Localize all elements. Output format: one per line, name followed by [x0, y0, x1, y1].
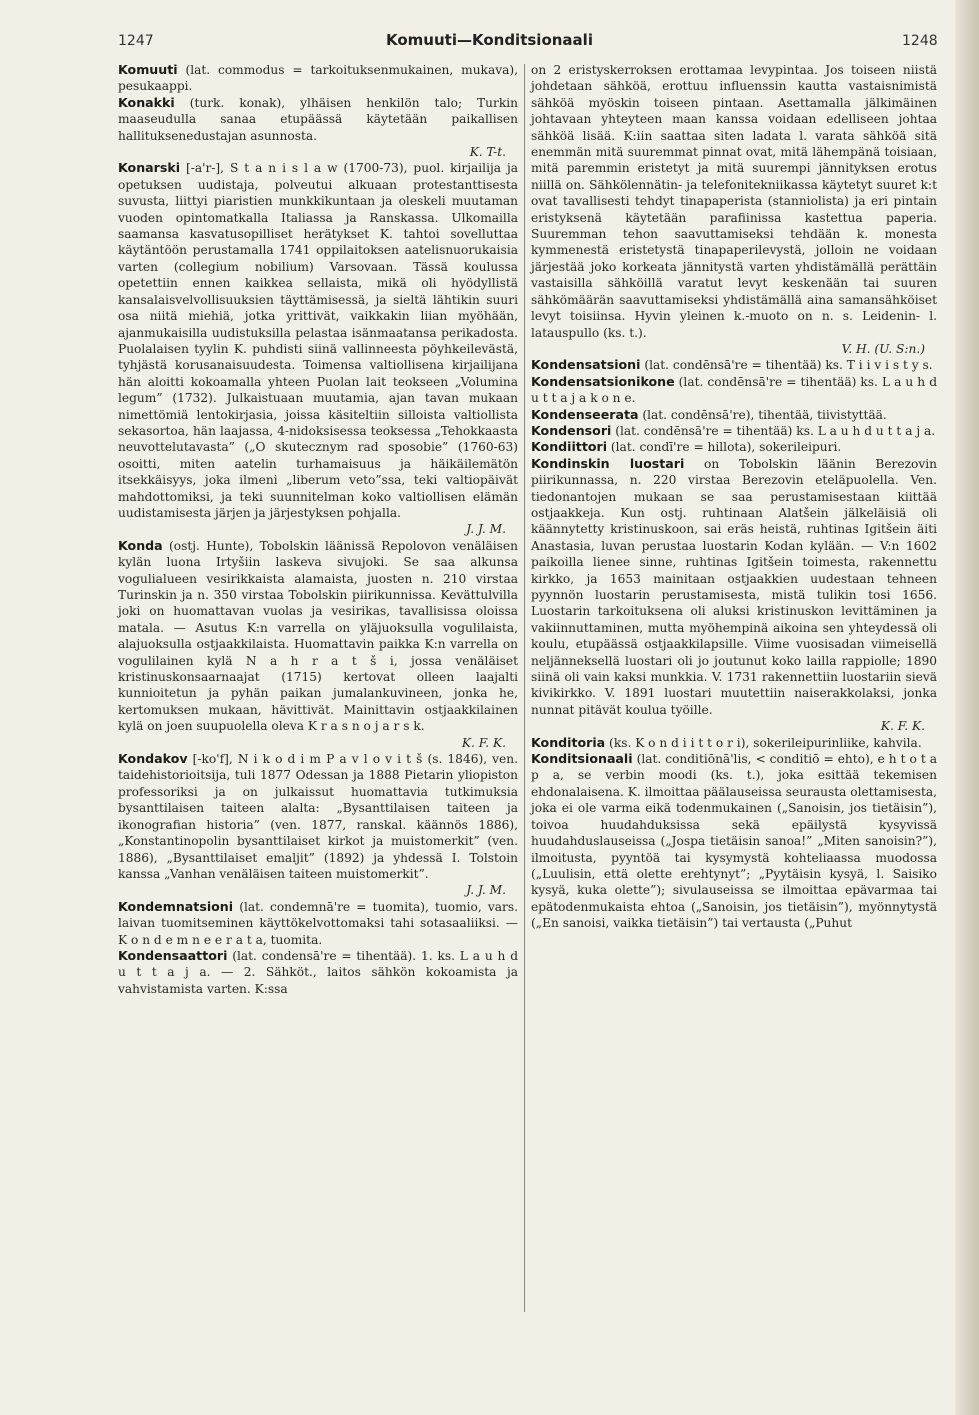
entry-headword: Kondiittori: [531, 439, 608, 455]
entry-text: (lat. condēnsā're = tihentää) ks. T i i v i s t y s.: [640, 358, 933, 373]
entry-text: (lat. condensā're = tihentää). 1. ks. L a u h d u t t a j a. — 2. Sähköt., laitos sähkön kokoamista ja vahvistamista varten. K:ssa: [118, 948, 518, 996]
entry-text: on 2 eristyskerroksen erottamaa levypintaa. Jos toiseen niistä johdetaan sähköä, erottuu influenssin kautta vastaisnimistä sähköä myöskin toiseen pintaan. Asettamalla jälkimäinen johtavaan yhteyteen maan kanssa voidaan edelliseen johtaa sähköä lisää. K:iin saattaa siten ladata l. varata sähköä sitä enemmän mitä suuremmat pinnat ovat, mitä lähempänä toisiaan, mitä paremmin eristetyt ja mitä suurempi jännityksen erotus niillä on. Sähkölennätin- ja telefonitekniikassa käytetyt suuret k:t ovat tavallisesti tehdyt tinapaperista (stanniolista) ja eri pintain eristyksenä käytetään parafiinissa kastettua paperia. Suuremman tehon saavuttamiseksi tehdään k. monesta kymmenestä eristetystä tinapaperilevystä, jolloin ne voidaan järjestää joko korkeata jännitystä varten yhdistämällä perättäin vastaisilla sähköillä varatut levyt keskenään tai suuren sähkömäärän saavuttamiseksi yhdistämällä aina samansähköiset levyt toisiinsa. Hyvin yleinen k.-muoto on n. s. Leidenin- l. latauspullo (ks. t.).: [531, 63, 937, 340]
dictionary-entry: [531, 357, 937, 373]
page-number-right: 1248: [902, 33, 938, 49]
entry-text: (lat. condī're = hillota), sokerileipuri.: [607, 440, 842, 455]
entry-headword: Kondensatsioni: [531, 357, 641, 373]
entry-text: [-ko'f], N i k o d i m P a v l o v i t š (s. 1846), ven. taidehistorioitsija, tuli 1877 Odessan ja 1888 Pietarin yliopiston professoriksi ja on julkaissut huomattavia tutkimuksia bysanttilaisen taiteen alalta: „Bysanttilaisen taiteen ja ikonografian historia” (ven. 1877, ranskal. käännös 1886), „Konstantinopolin bysanttilaiset kirkot ja muistomerkit” (ven. 1886), „Bysanttilaiset emaljit” (1892) ja yhdessä I. Tolstoin kanssa „Vanhan venäläisen taiteen muistomerkit”.: [118, 752, 518, 881]
entry-signature: V. H. (U. S:n.): [841, 341, 925, 356]
entry-signature: K. T-t.: [469, 145, 506, 160]
left-column: [118, 62, 518, 997]
running-head: Komuuti—Konditsionaali: [386, 31, 593, 49]
entry-signature: J. J. M.: [466, 883, 506, 898]
entry-signature: J. J. M.: [466, 522, 506, 537]
dictionary-entry: [118, 95, 518, 161]
dictionary-entry: [118, 160, 518, 537]
entry-headword: Konakki: [118, 94, 175, 110]
entry-text: (lat. commodus = tarkoituksenmukainen, mukava), pesukaappi.: [118, 63, 518, 94]
entry-signature: K. F. K.: [880, 719, 925, 734]
entry-text: (lat. condēnsā're), tihentää, tiivistyttää.: [638, 407, 887, 422]
entry-text: [-a'r-], S t a n i s l a w (1700-73), puol. kirjailija ja opetuksen uudistaja, polveutui alkuaan protestanttisesta suvusta, liittyi piaristien munkkikuntaan ja oleskeli muutaman vuoden opintomatkalla Italiassa ja Ranskassa. Ulkomailla saamansa kasvatusopilliset herätykset K. tahtoi sovelluttaa käytäntöön perustamalla 1741 oppilaitoksen aatelisnuorukaisia varten (collegium nobilium) Varsovaan. Tässä koulussa opetettiin ennen kaikkea sellaista, mikä oli hyödyllistä kansalaisvelvollisuuksien täyttämisessä, ja sieltä lähtikin suuri osa niitä miehiä, jotka yrittivät, vaikkakin liian myöhään, ajanmukaisilla uudistuksilla pelastaa isänmaatansa perikadosta. Puolalaisen tyylin K. puhdisti siinä vallinneesta pöyhkeilevästä, tyhjästä korusanaisuudesta. Toimensa valtiollisena kirjailijana hän aloitti kokoamalla yhteen Puolan lait teokseen „Volumina legum” (1732). Julkaistuaan muutamia, ajan tavan mukaan nimettömiä lentokirjasia, joissa käsiteltiin silloista valtiollista sekasortoa, hän laajassa, 4-nidoksisessa teoksessa „Tehokkaasta neuvottelutavasta” („O skutecznym rad sposobie” (1760-63) osoitti, miten aatelin turhamaisuus ja häikäilemätön itsekkäisyys, joka ilmeni „liberum veto”ssa, teki valtiopäivät mahdottomiksi, ja teki suunnitelman koko valtiollisen elämän uudistamisesta järjen ja järjestyksen pohjalla.: [118, 161, 518, 520]
dictionary-entry: [531, 407, 937, 423]
dictionary-entry: [531, 456, 937, 735]
entry-text: (ostj. Hunte), Tobolskin läänissä Repolovon venäläisen kylän luona Irtyšiin laskeva sivujoki. Se saa alkunsa vogulialueen vesirikkaista alamaista, juosten n. 210 virstaa Turinskin ja n. 350 virstaa Tobolskin piirikunnissa. Kevättulvilla joki on huomattavan vuolas ja vesirikas, tavallisissa oloissa matala. — Asutus K:n varrella on yläjuoksulla vogulilaista, alajuoksulla ostjaakkilaista. Huomattavin paikka K:n varrella on vogulilainen kylä N a h r a t š i, jossa venäläiset kristinuskonsaarnaajat (1715) kertovat olleen laajalti kunnioitetun ja pyhän paikan jumalankuvineen, jonka he, kertomuksen mukaan, hävittivät. Mainittavin ostjaakkilainen kylä on joen suupuolella oleva K r a s n o j a r s k.: [118, 538, 518, 734]
page-edge-shadow: [955, 0, 979, 1415]
dictionary-entry: [531, 439, 937, 455]
entry-signature: K. F. K.: [461, 735, 506, 750]
entry-headword: Kondemnatsioni: [118, 898, 234, 914]
dictionary-entry: [118, 751, 518, 899]
entry-headword: Konda: [118, 537, 163, 553]
entry-text: (turk. konak), ylhäisen henkilön talo; Turkin maaseudulla sanaa etupäässä käytetään paikallisen hallituksenedustajan asunnosta.: [118, 95, 518, 143]
column-divider: [524, 64, 525, 1312]
dictionary-entry: [531, 735, 937, 751]
entry-headword: Kondensaattori: [118, 947, 228, 963]
entry-headword: Kondensatsionikone: [531, 373, 675, 389]
entry-headword: Kondensori: [531, 422, 612, 438]
dictionary-entry: [531, 374, 937, 407]
dictionary-entry: [531, 423, 937, 439]
entry-text: (ks. K o n d i i t t o r i), sokerileipurinliike, kahvila.: [605, 735, 922, 750]
entry-headword: Kondinskin luostari: [531, 455, 685, 471]
dictionary-entry: [118, 948, 518, 997]
entry-headword: Kondenseerata: [531, 406, 639, 422]
entry-text: (lat. condēnsā're = tihentää) ks. L a u h d u t t a j a k o n e.: [531, 374, 937, 406]
entry-headword: Konarski: [118, 160, 181, 176]
entry-headword: Konditoria: [531, 734, 606, 750]
dictionary-entry: [118, 62, 518, 95]
page-number-left: 1247: [118, 33, 154, 49]
entry-text: (lat. condemnā're = tuomita), tuomio, vars. laivan tuomitseminen käyttökelvottomaksi tahi sotasaaliiksi. — K o n d e m n e e r a t a, tuomita.: [118, 899, 518, 947]
dictionary-entry: [531, 62, 937, 357]
dictionary-entry: [531, 751, 937, 931]
entry-text: (lat. condēnsā're = tihentää) ks. L a u h d u t t a j a.: [611, 423, 936, 438]
entry-headword: Kondakov: [118, 751, 188, 767]
right-column: [531, 62, 937, 932]
entry-text: (lat. conditiōnā'lis, < conditiō = ehto), e h t o t a p a, se verbin moodi (ks. t.), joka esittää tekemisen ehdonalaisena. K. ilmoittaa päälauseissa seurausta olettamisesta, joka ei ole varma eikä todenmukainen („Sanoisin, jos tietäisin”), toivoa huudahduksissa sekä epäilystä kysyvissä huudahduslauseissa („Jospa tietäisin sanoa!” „Miten sanoisin?”), ilmoitusta, pyyntöä tai kysymystä kohteliaassa muodossa („Luulisin, että olette erehtynyt”; „Pyytäisin kysyä, l. Saisiko kysyä, kuka olette”); sivulauseissa se ilmoittaa epävarmaa tai epätodenmukaista ehtoa („Sanoisin, jos tietäisin”), myönnytystä („En sanoisi, vaikka tietäisin”) tai vertausta („Puhut: [531, 752, 937, 931]
dictionary-entry: [118, 899, 518, 948]
entry-text: on Tobolskin läänin Berezovin piirikunnassa, n. 220 virstaa Berezovin eteläpuolella. Ven. tiedonantojen mukaan se saa perustamisestaan kiittää ostjaakkeja. Kun ostj. ruhtinaan Alatšein jälkeläisiä oli käännytetty kristinuskoon, sai eräs heistä, ruhtinas Igitšein äiti Anastasia, luvan perustaa luostarin Kodan kylään. — V:n 1602 paikoilla lienee sinne, ruhtinas Igitšein toimesta, rakennettu kirkko, ja 1653 mainitaan ostjaakkien uudestaan tehneen pyynnön luostarin perustamisesta, mistä tulikin tosi 1656. Luostarin tarkoituksena oli aluksi kristinuskon levittäminen ja vakiinnuttaminen, mutta myöhempinä aikoina sen yhteydessä oli koulu, etupäässä ostjaakkilapsille. Viime vuosisadan viimeisellä neljänneksellä luostari oli jo joutunut koko lailla rappiolle; 1890 siinä oli vain kaksi munkkia. V. 1731 rakennettiin luostariin sievä kivikirkko. V. 1891 luostari muutettiin naiserakkolaksi, jonka nunnat pitävät koulua työille.: [531, 456, 937, 717]
dictionary-entry: [118, 538, 518, 751]
entry-headword: Komuuti: [118, 62, 178, 77]
entry-headword: Konditsionaali: [531, 751, 633, 767]
